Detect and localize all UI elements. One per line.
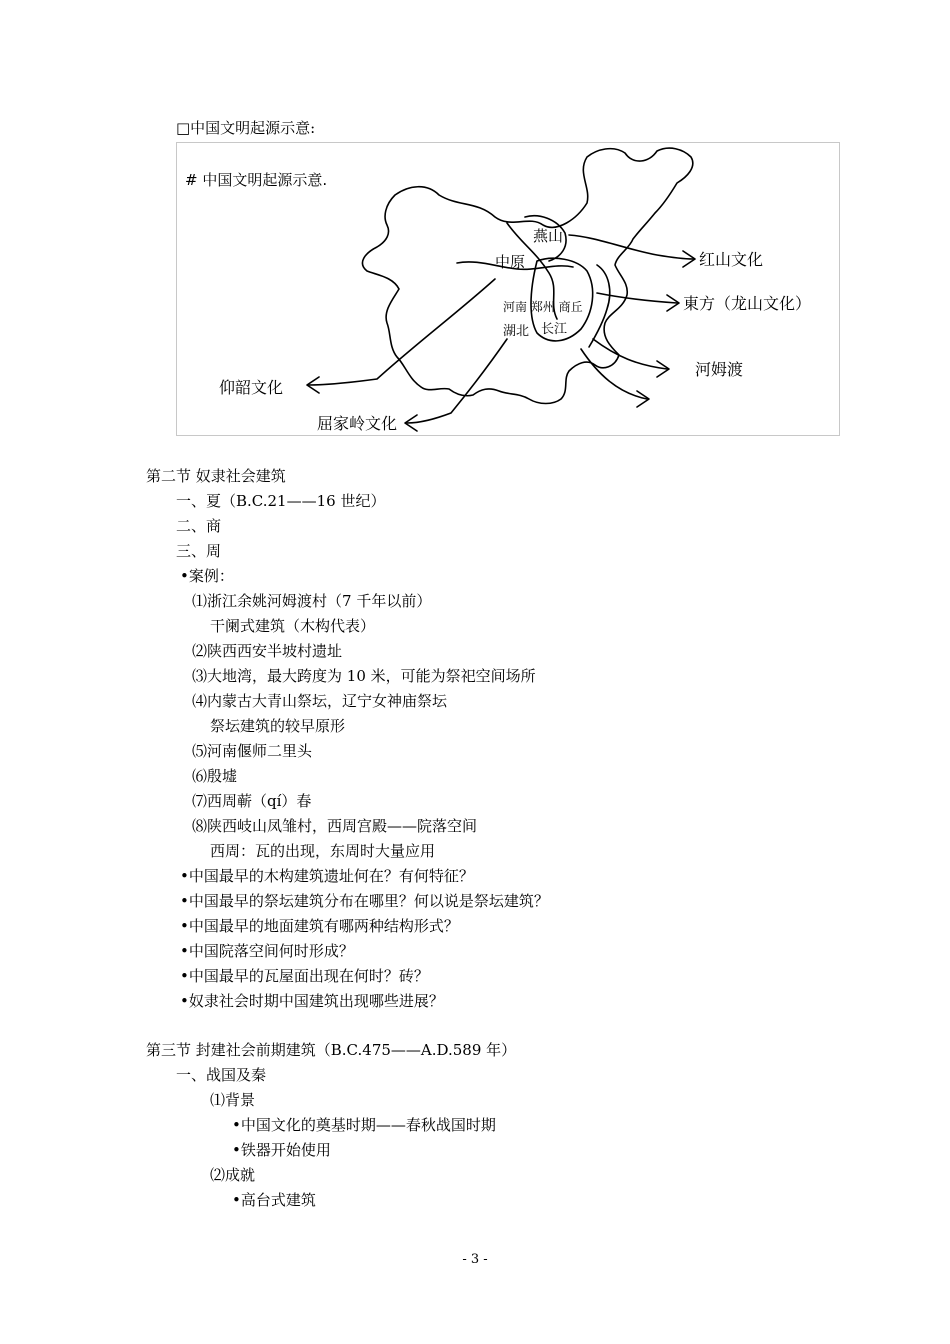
case-item: ⑵陕西西安半坡村遗址 [192, 642, 343, 660]
case-item: ⑸河南偃师二里头 [192, 742, 313, 760]
label-zhongyuan: 中原 [495, 253, 526, 271]
civilization-origin-map [176, 142, 840, 436]
question-item: •中国最早的地面建筑有哪两种结构形式？ [180, 917, 459, 935]
label-yangshao: 仰韶文化 [219, 378, 284, 397]
section-2-title: 第二节 奴隶社会建筑 [146, 467, 286, 485]
label-yanshan: 燕山 [533, 227, 564, 245]
case-item: 西周：瓦的出现，东周时大量应用 [210, 842, 436, 860]
question-item: •奴隶社会时期中国建筑出现哪些进展？ [180, 992, 444, 1010]
case-item: ⑺西周蕲（qí）春 [192, 792, 312, 810]
background-point: •铁器开始使用 [232, 1141, 331, 1159]
section-3-title: 第三节 封建社会前期建筑（B.C.475——A.D.589 年） [146, 1041, 517, 1059]
question-item: •中国最早的木构建筑遗址何在？有何特征？ [180, 867, 474, 885]
label-region-center: 河南 郑州 商丘 [503, 300, 583, 314]
achievement-point: •高台式建筑 [232, 1191, 316, 1209]
arrow-qujialing [407, 339, 507, 423]
case-item: 干阑式建筑（木构代表） [210, 617, 376, 635]
section-3-item-warring-states: 一、战国及秦 [176, 1066, 267, 1084]
section-2-item-xia: 一、夏（B.C.21——16 世纪） [176, 492, 386, 510]
label-hongshan: 红山文化 [699, 250, 764, 269]
question-item: •中国最早的祭坛建筑分布在哪里？何以说是祭坛建筑？ [180, 892, 549, 910]
label-region-south: 湖北 [503, 324, 530, 339]
background-point: •中国文化的奠基时期——春秋战国时期 [232, 1116, 496, 1134]
section-3-achievements: ⑵成就 [210, 1166, 256, 1184]
label-qujialing: 屈家岭文化 [317, 414, 398, 433]
label-hemudu: 河姆渡 [695, 360, 744, 379]
arrow-hongshan [569, 235, 693, 259]
question-item: •中国最早的瓦屋面出现在何时？砖？ [180, 967, 429, 985]
section-2-item-zhou: 三、周 [176, 542, 222, 560]
case-label: •案例： [180, 567, 234, 585]
label-dongfang: 東方（龙山文化） [683, 294, 812, 313]
section-3-background: ⑴背景 [210, 1091, 256, 1109]
figure-caption: □中国文明起源示意: [176, 119, 316, 137]
page-number: - 3 - [462, 1252, 488, 1267]
arrow-hemudu [593, 339, 667, 369]
case-item: ⑻陕西岐山凤雏村，西周宫殿——院落空间 [192, 817, 478, 835]
question-item: •中国院落空间何时形成？ [180, 942, 354, 960]
map-sketch [177, 143, 839, 435]
section-2-item-shang: 二、商 [176, 517, 222, 535]
case-item: 祭坛建筑的较早原形 [210, 717, 346, 735]
case-item: ⑴浙江余姚河姆渡村（7 千年以前） [192, 592, 432, 610]
label-region-east: 长江 [541, 322, 568, 337]
map-handwritten-title: # 中国文明起源示意. [185, 171, 328, 189]
case-item: ⑹殷墟 [192, 767, 238, 785]
arrow-yangshao [309, 279, 495, 385]
case-item: ⑶大地湾，最大跨度为 10 米，可能为祭祀空间场所 [192, 667, 536, 685]
case-item: ⑷内蒙古大青山祭坛，辽宁女神庙祭坛 [192, 692, 448, 710]
